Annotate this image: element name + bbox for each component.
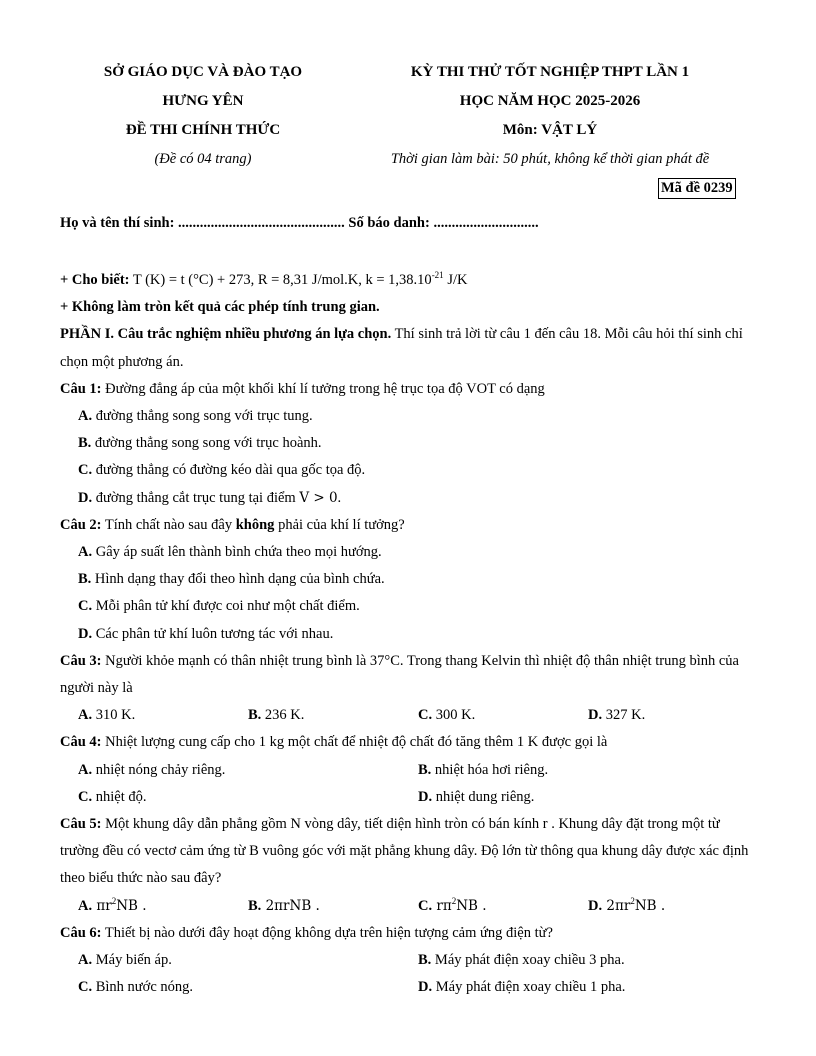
province-name: HƯNG YÊN bbox=[162, 93, 244, 109]
part1-title: PHẦN I. Câu trắc nghiệm nhiều phương án lựa chọn. bbox=[60, 326, 392, 343]
option-key: B. bbox=[418, 761, 432, 778]
option-text: Máy phát điện xoay chiều 1 pha. bbox=[432, 979, 626, 996]
question-1-label: Câu 1: bbox=[60, 380, 102, 397]
question-6-option-a[interactable] bbox=[78, 947, 418, 974]
option-text: Hình dạng thay đổi theo hình dạng của bình chứa. bbox=[91, 571, 385, 588]
option-text: Gây áp suất lên thành bình chứa theo mọi hướng. bbox=[92, 544, 382, 561]
option-math: 2πr bbox=[602, 897, 631, 914]
option-text: Mỗi phân tử khí được coi như một chất điểm. bbox=[92, 598, 360, 615]
question-3-options bbox=[60, 702, 760, 729]
option-text: 300 K. bbox=[432, 707, 476, 724]
question-4 bbox=[60, 729, 760, 756]
option-key: D. bbox=[588, 897, 603, 914]
question-4-option-d[interactable] bbox=[418, 784, 758, 811]
candidate-info bbox=[60, 215, 760, 232]
question-6-options-row1 bbox=[60, 947, 760, 974]
question-5-options bbox=[60, 893, 760, 920]
option-text: Các phân tử khí luôn tương tác với nhau. bbox=[92, 625, 334, 642]
option-text: nhiệt dung riêng. bbox=[432, 788, 535, 805]
option-exponent: 2 bbox=[111, 895, 117, 906]
question-6-option-b[interactable] bbox=[418, 947, 758, 974]
no-rounding-note: + Không làm tròn kết quả các phép tính trung gian. bbox=[60, 299, 380, 316]
option-key: C. bbox=[418, 897, 433, 914]
question-3-option-d[interactable] bbox=[588, 702, 758, 729]
school-year: HỌC NĂM HỌC 2025-2026 bbox=[459, 93, 641, 109]
option-math-end: NB . bbox=[116, 897, 147, 914]
question-1-option-c[interactable] bbox=[60, 457, 760, 484]
header-left bbox=[60, 58, 346, 174]
question-2-option-d[interactable] bbox=[60, 621, 760, 648]
option-exponent: 2 bbox=[451, 895, 457, 906]
given-constants bbox=[60, 267, 760, 294]
question-4-text: Nhiệt lượng cung cấp cho 1 kg một chất để nhiệt độ chất đó tăng thêm 1 K được gọi là bbox=[101, 734, 608, 751]
option-text: đường thẳng song song với trục hoành. bbox=[91, 435, 322, 452]
question-2-label: Câu 2: bbox=[60, 516, 102, 533]
question-4-option-b[interactable] bbox=[418, 757, 758, 784]
page-count-note: (Đề có 04 trang) bbox=[154, 151, 252, 167]
question-2-emphasis: không bbox=[235, 516, 275, 533]
option-key: D. bbox=[418, 788, 433, 805]
question-5-text: Một khung dây dẫn phẳng gồm N vòng dây, tiết diện hình tròn có bán kính r . Khung dây đặt trong một từ trường đều có vectơ cảm ứng từ B vuông góc với mặt phẳng khung dây. Độ lớn từ thông qua khung dây được xác định theo biểu thức nào sau đây? bbox=[60, 816, 749, 887]
option-text: đường thẳng song song với trục tung. bbox=[92, 408, 313, 425]
given-unit: J/K bbox=[443, 272, 468, 288]
question-6-option-c[interactable] bbox=[78, 974, 418, 1001]
part1-heading bbox=[60, 321, 760, 375]
exam-title: KỲ THI THỬ TỐT NGHIỆP THPT LẦN 1 bbox=[410, 64, 690, 80]
option-key: A. bbox=[78, 761, 93, 778]
option-key: B. bbox=[78, 571, 92, 588]
option-math: V > 0 bbox=[299, 489, 338, 506]
option-text: nhiệt hóa hơi riêng. bbox=[431, 761, 549, 778]
question-2-option-a[interactable] bbox=[60, 539, 760, 566]
question-4-option-c[interactable] bbox=[78, 784, 418, 811]
option-key: D. bbox=[78, 489, 93, 506]
given-exponent: -21 bbox=[431, 270, 444, 281]
option-math: rπ bbox=[432, 897, 452, 914]
question-5-option-d[interactable] bbox=[588, 893, 758, 920]
question-5-option-c[interactable] bbox=[418, 893, 588, 920]
option-key: C. bbox=[78, 788, 93, 805]
option-text: đường thẳng cắt trục tung tại điểm bbox=[92, 489, 300, 506]
option-end: . bbox=[337, 489, 342, 506]
question-3-option-a[interactable] bbox=[78, 702, 248, 729]
question-1-option-d[interactable] bbox=[60, 485, 760, 512]
question-6 bbox=[60, 920, 760, 947]
option-key: C. bbox=[78, 979, 93, 996]
question-4-options-row2 bbox=[60, 784, 760, 811]
given-label: + Cho biết: bbox=[60, 272, 130, 288]
option-text: 236 K. bbox=[261, 707, 305, 724]
question-2-option-c[interactable] bbox=[60, 593, 760, 620]
question-6-options-row2 bbox=[60, 974, 760, 1001]
option-key: D. bbox=[78, 625, 93, 642]
option-key: A. bbox=[78, 707, 93, 724]
question-6-label: Câu 6: bbox=[60, 924, 102, 941]
option-key: C. bbox=[418, 707, 433, 724]
official-exam-label: ĐỀ THI CHÍNH THỨC bbox=[125, 122, 281, 138]
option-key: C. bbox=[78, 462, 93, 479]
option-text: đường thẳng có đường kéo dài qua gốc tọa độ. bbox=[92, 462, 366, 479]
exam-code-box: Mã đề 0239 bbox=[658, 178, 736, 199]
header-right bbox=[352, 58, 748, 174]
candidate-id-label: Số báo danh: bbox=[344, 215, 434, 231]
option-key: A. bbox=[78, 544, 93, 561]
option-key: D. bbox=[588, 707, 603, 724]
option-math-end: NB . bbox=[456, 897, 487, 914]
exam-body bbox=[60, 267, 760, 1001]
question-3-option-c[interactable] bbox=[418, 702, 588, 729]
candidate-id-dots: ............................. bbox=[433, 215, 539, 231]
option-text: Máy phát điện xoay chiều 3 pha. bbox=[431, 952, 625, 969]
option-key: A. bbox=[78, 408, 93, 425]
question-5 bbox=[60, 811, 760, 893]
question-2-text-end: phải của khí lí tưởng? bbox=[274, 516, 405, 533]
question-2-text: Tính chất nào sau đây bbox=[101, 516, 236, 533]
option-key: A. bbox=[78, 952, 93, 969]
option-key: A. bbox=[78, 897, 93, 914]
option-text: 327 K. bbox=[602, 707, 646, 724]
option-text: nhiệt nóng chảy riêng. bbox=[92, 761, 226, 778]
option-text: nhiệt độ. bbox=[92, 788, 147, 805]
question-6-text: Thiết bị nào dưới đây hoạt động không dựa trên hiện tượng cảm ứng điện từ? bbox=[101, 924, 553, 941]
question-4-options-row1 bbox=[60, 757, 760, 784]
option-key: C. bbox=[78, 598, 93, 615]
department-name: SỞ GIÁO DỤC VÀ ĐÀO TẠO bbox=[103, 64, 303, 80]
option-exponent: 2 bbox=[630, 895, 635, 906]
time-allowed: Thời gian làm bài: 50 phút, không kể thời gian phát đề bbox=[390, 151, 710, 167]
option-math-end: NB . bbox=[634, 897, 666, 914]
question-3-label: Câu 3: bbox=[60, 652, 102, 669]
option-key: B. bbox=[248, 897, 262, 914]
question-1-option-b[interactable] bbox=[60, 430, 760, 457]
question-2 bbox=[60, 512, 760, 539]
candidate-name-dots: .............................................. bbox=[178, 215, 345, 231]
question-6-option-d[interactable] bbox=[418, 974, 758, 1001]
question-4-option-a[interactable] bbox=[78, 757, 418, 784]
question-3-text: Người khỏe mạnh có thân nhiệt trung bình là 37°C. Trong thang Kelvin thì nhiệt độ thân nhiệt trung bình của người này là bbox=[60, 652, 739, 697]
question-1-text: Đường đẳng áp của một khối khí lí tưởng trong hệ trục tọa độ VOT có dạng bbox=[101, 380, 545, 397]
part1-desc: Thí sinh trả lời từ câu 1 đến câu 18. Mỗi câu hỏi thí sinh chỉ chọn một phương án. bbox=[60, 326, 743, 370]
option-text: Máy biến áp. bbox=[92, 952, 172, 969]
option-text: Bình nước nóng. bbox=[92, 979, 194, 996]
option-key: B. bbox=[248, 707, 262, 724]
option-key: D. bbox=[418, 979, 433, 996]
question-2-option-b[interactable] bbox=[60, 566, 760, 593]
question-1-option-a[interactable] bbox=[60, 403, 760, 430]
question-5-option-a[interactable] bbox=[78, 893, 248, 920]
question-5-label: Câu 5: bbox=[60, 816, 102, 833]
option-text: 310 K. bbox=[92, 707, 136, 724]
subject: Môn: VẬT LÝ bbox=[502, 122, 598, 138]
option-key: B. bbox=[418, 952, 432, 969]
question-1 bbox=[60, 376, 760, 403]
given-text: T (K) = t (°C) + 273, R = 8,31 J/mol.K, k = 1,38.10 bbox=[129, 272, 432, 288]
option-key: B. bbox=[78, 435, 92, 452]
question-5-option-b[interactable] bbox=[248, 893, 418, 920]
option-math: 2πrNB . bbox=[261, 897, 320, 914]
candidate-name-label: Họ và tên thí sinh: bbox=[60, 215, 179, 231]
question-3 bbox=[60, 648, 760, 702]
question-3-option-b[interactable] bbox=[248, 702, 418, 729]
option-math: πr bbox=[92, 897, 112, 914]
question-4-label: Câu 4: bbox=[60, 734, 102, 751]
